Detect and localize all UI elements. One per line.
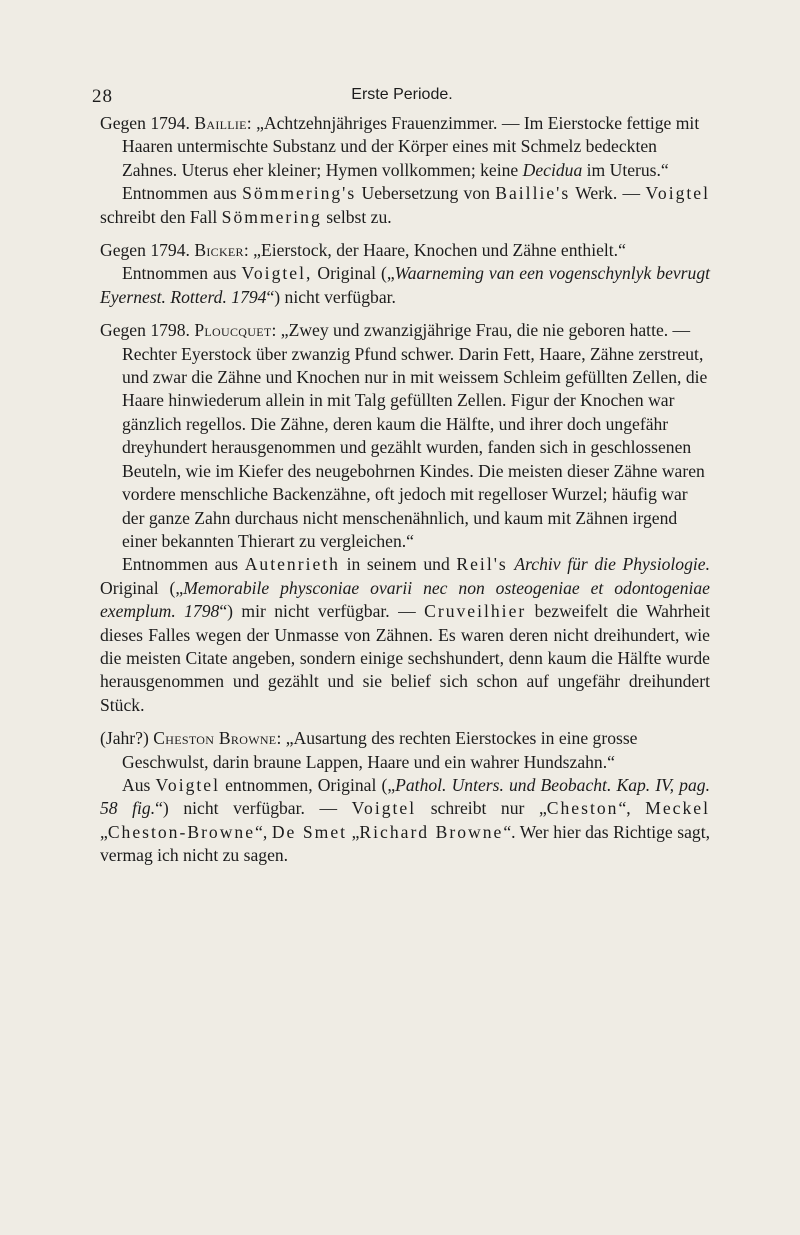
page-number: 28 <box>92 86 113 107</box>
entry-quote: „Ausartung des rechten Eierstockes in eine grosse Geschwulst, darin braune Lappen, Haare und ein wahrer Hundszahn.“ <box>122 728 638 772</box>
note-name: Cheston-Browne <box>107 821 256 842</box>
note-name: Reil's <box>456 554 508 575</box>
source-note <box>100 774 710 868</box>
note-title: Pathol. Unters. und Beobacht. Kap. IV, pag. 58 fig. <box>100 774 710 819</box>
source-note <box>100 553 710 717</box>
entry-date: Gegen 1794. <box>100 113 190 133</box>
note-text: Original („ <box>317 263 395 284</box>
entry-quote: „Eierstock, der Haare, Knochen und Zähne enthielt.“ <box>253 240 626 261</box>
page-header <box>92 86 712 110</box>
entry-date: Gegen 1798. <box>100 320 190 341</box>
note-name: Voigtel <box>351 798 417 819</box>
note-name: Cruveilhier <box>424 601 527 622</box>
entry-author: Ploucquet <box>194 320 272 341</box>
note-text: bezweifelt die Wahrheit dieses Falles wegen der Unmasse von Zähnen. Es waren deren nicht dreihundert, wie die meisten Citate angeben, sondern einige sechshundert, denn kaum die Hälfte wurde herausgenommen und gezählt und sie belief sich schon auf ungefähr dreihundert Stück. <box>100 601 710 715</box>
note-name: Sömmering's <box>242 183 357 204</box>
note-text: in seinem und <box>346 554 450 575</box>
case-entry: Gegen 1794. Bicker: „Eierstock, der Haare, Knochen und Zähne enthielt.“ <box>100 240 626 261</box>
note-name: Cheston <box>546 798 619 819</box>
text-block <box>100 112 710 868</box>
case-entry: (Jahr?) Cheston Browne: „Ausartung des rechten Eierstockes in eine grosse Geschwulst, darin braune Lappen, Haare und ein wahrer Hundszahn.“ <box>100 728 638 772</box>
entry-date: Gegen 1794. <box>100 240 190 261</box>
note-text: “. Wer hier das Richtige sagt, vermag ich nicht zu sagen. <box>100 821 710 866</box>
entry-quote: „Zwey und zwanzigjährige Frau, die nie geboren hatte. — Rechter Eyerstock über zwanzig Pfund schwer. Darin Fett, Haare, Zähne zerstreut, und zwar die Zähne und Knochen nur in mit weissem Schleim gefüllten Zellen, die Haare hinwiederum allein in mit Talg gefüllten Zellen. Figur der Knochen war gänzlich regellos. Die Zähne, deren kaum die Hälfte, und ihrer doch ungefähr dreyhundert herausgenommen und gezählt wurden, fanden sich in geschlossenen Beuteln, wie im Kiefer des neugebohrnen Kindes. Die meisten dieser Zähne waren vordere menschliche Backenzähne, oft jedoch mit regelloser Wurzel; häufig war der ganze Zahn durchaus nicht menschenähnlich, und kaum mit Zähnen irgend einer bekannten Thierart zu vergleichen.“ <box>122 320 708 551</box>
note-name: Voigtel <box>645 183 710 204</box>
note-text: entnommen, Original („ <box>225 774 396 795</box>
entry-author: Baillie <box>194 113 247 133</box>
note-name: Sömmering <box>221 206 322 227</box>
note-text: “) mir nicht verfügbar. — <box>219 601 416 622</box>
note-title: Memorabile physconiae ovarii nec non osteogeniae et odontogeniae exemplum. 1798 <box>100 577 710 622</box>
note-name: De Smet <box>271 821 348 842</box>
note-text: “) nicht verfügbar. — <box>155 798 338 819</box>
entry-date: (Jahr?) <box>100 728 149 749</box>
note-text: „ <box>351 821 360 842</box>
note-name: Autenrieth <box>244 554 340 575</box>
entry-author: Cheston Browne <box>153 728 277 749</box>
note-name: Voigtel, <box>241 263 313 284</box>
note-text: „ <box>100 821 108 842</box>
note-title: Waarneming van een vogenschynlyk bevrugt Eyernest. Rotterd. 1794 <box>100 263 711 307</box>
note-text: schreibt den Fall <box>100 206 218 227</box>
note-text: “) nicht verfügbar. <box>266 286 396 307</box>
case-entry: Gegen 1794. Baillie: „Achtzehnjähriges Frauenzimmer. — Im Eierstocke fettige mit Haaren untermischte Substanz und der Körper eines mit Schmelz bedeckten Zahnes. Uterus eher kleiner; Hymen vollkommen; keine Decidua im Uterus.“ <box>100 113 700 180</box>
note-text: selbst zu. <box>326 206 392 227</box>
note-name: Baillie's <box>495 183 571 204</box>
note-text: Entnommen aus <box>122 183 237 204</box>
note-text: “, <box>255 821 268 842</box>
note-text: Entnommen aus <box>122 554 239 575</box>
note-name: Meckel <box>645 798 710 819</box>
note-title: Archiv für die Physiologie. <box>514 554 710 575</box>
source-note <box>100 182 710 229</box>
note-text: Aus <box>122 774 151 795</box>
note-text: Original („ <box>100 577 184 598</box>
note-text: “, <box>618 798 631 819</box>
running-head: Erste Periode. <box>351 86 453 103</box>
entry-quote-end: im Uterus.“ <box>586 159 669 180</box>
entry-quote-italic: Decidua <box>522 159 583 180</box>
entry-quote: „Achtzehnjähriges Frauenzimmer. — Im Eierstocke fettige mit Haaren untermischte Substanz und der Körper eines mit Schmelz bedeckten Zahnes. Uterus eher kleiner; Hymen vollkommen; keine <box>122 113 700 180</box>
note-text: Uebersetzung von <box>361 183 490 204</box>
entry-author: Bicker <box>194 240 244 261</box>
note-text: schreibt nur „ <box>430 798 547 819</box>
note-text: Entnommen aus <box>122 263 237 284</box>
note-name: Voigtel <box>155 774 220 795</box>
note-text: Werk. — <box>575 183 641 204</box>
source-note <box>100 262 710 309</box>
case-entry: Gegen 1798. Ploucquet: „Zwey und zwanzigjährige Frau, die nie geboren hatte. — Rechter Eyerstock über zwanzig Pfund schwer. Darin Fett, Haare, Zähne zerstreut, und zwar die Zähne und Knochen nur in mit weissem Schleim gefüllten Zellen, die Haare hinwiederum allein in mit Talg gefüllten Zellen. Figur der Knochen war gänzlich regellos. Die Zähne, deren kaum die Hälfte, und ihrer doch ungefähr dreyhundert herausgenommen und gezählt wurden, fanden sich in geschlossenen Beuteln, wie im Kiefer des neugebohrnen Kindes. Die meisten dieser Zähne waren vordere menschliche Backenzähne, oft jedoch mit regelloser Wurzel; häufig war der ganze Zahn durchaus nicht menschenähnlich, und kaum mit Zähnen irgend einer bekannten Thierart zu vergleichen.“ <box>100 320 708 551</box>
note-name: Richard Browne <box>359 821 504 842</box>
